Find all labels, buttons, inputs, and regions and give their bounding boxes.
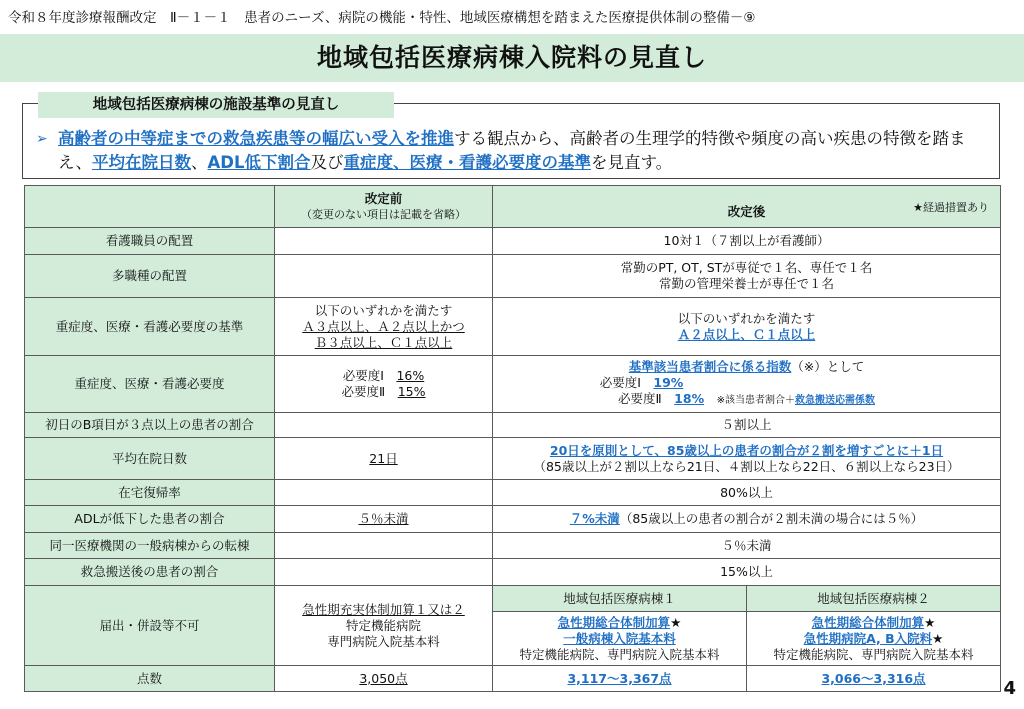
header-breadcrumb: 令和８年度診療報酬改定 Ⅱ－１－１ 患者のニーズ、病院の機能・特性、地域医療構想を踏まえた医療提供体制の整備－⑨ [8,10,756,26]
ward2-cell [747,612,1001,666]
multi-after-line: 常勤の管理栄養士が専任で１名 [659,276,835,291]
points-ward2: 3,066～3,316点 [747,666,1001,692]
row-label: 初日のB項目が３点以上の患者の割合 [25,413,275,438]
summary-part-8: を見直す。 [590,153,673,172]
summary-part-6: 及び [310,153,344,172]
summary-em-5: ADL低下割合 [207,153,311,172]
crit-before-line: Ａ３点以上、Ａ２点以上かつ [302,318,465,334]
need-value: 19% [653,375,684,390]
before-cell [275,413,493,438]
row-label: 多職種の配置 [25,255,275,298]
row-label: ADLが低下した患者の割合 [25,506,275,533]
after-header-title: 改定後 [727,204,766,219]
need-after-em: 基準該当患者割合に係る指数 [628,359,792,374]
row-label: 点数 [25,666,275,692]
need-before-line [278,368,489,384]
after-cell: 15%以上 [493,559,1001,586]
need-value: 18% [674,391,705,406]
points-ward1: 3,117～3,367点 [493,666,747,692]
need-after-line [496,391,997,409]
multi-after-line: 常勤のPT, OT, STが専従で１名、専任で１名 [620,260,873,275]
summary-text [36,127,996,175]
summary-em-1: 高齢者の中等症までの救急疾患等の幅広い受入を推進 [58,129,454,148]
after-cell: 80%以上 [493,480,1001,506]
table-row [25,666,1001,692]
ward1-line [496,615,743,631]
ward2-em: 急性期総合体制加算 [811,614,925,630]
before-cell [275,559,493,586]
page-number: 4 [1003,678,1016,699]
ward1-line: 特定機能病院、専門病院入院基本料 [519,646,720,662]
star-icon: ★ [670,614,682,630]
crit-before-line: 以下のいずれかを満たす [314,302,453,318]
row-label: 同一医療機関の一般病棟からの転棟 [25,533,275,559]
table-row [25,298,1001,356]
need-note-em: 救急搬送応需係数 [795,395,875,406]
need-value: 16% [396,368,425,383]
before-cell [275,255,493,298]
table-row [25,413,1001,438]
summary-em-3: 平均在院日数 [92,153,191,172]
after-cell: ５％未満 [493,533,1001,559]
table-row [25,506,1001,533]
table-row [25,356,1001,413]
after-cell [493,438,1001,480]
need-after-suffix: （※）として [791,359,865,374]
need-label: 必要度Ⅱ [341,384,386,399]
section-label: 地域包括医療病棟の施設基準の見直し [38,92,394,118]
transitional-note: ★経過措置あり [913,201,990,214]
need-before-line [278,384,489,400]
table-row [25,559,1001,586]
need-label: 必要度Ⅰ [599,375,641,390]
before-cell [275,586,493,666]
after-cell [493,356,1001,413]
summary-part-2: する観点から、高齢者の生理学的特徴や頻度の高い疾患の特徴を踏まえ、 [58,129,966,172]
summary-em-7: 重症度、医療・看護必要度の基準 [343,153,591,172]
stay-after-line: （85歳以上が２割以上なら21日、４割以上なら22日、６割以上なら23日） [533,458,960,474]
arrow-right-icon: ➢ [36,131,48,147]
row-label: 平均在院日数 [25,438,275,480]
notif-before-line: 急性期充実体制加算１又は２ [302,601,465,617]
need-label: 必要度Ⅱ [618,391,662,406]
before-header-sub: （変更のない項目は記載を省略） [301,207,466,221]
summary-bullet [36,127,996,175]
before-header [275,186,493,228]
before-cell [275,533,493,559]
ward1-em: 一般病棟入院基本料 [563,630,676,646]
need-after-head [496,359,997,375]
table-row [25,228,1001,255]
table-row [25,533,1001,559]
stay-after-line: 20日を原則として、85歳以上の患者の割合が２割を増すごとに＋1日 [549,442,944,458]
before-cell: 3,050点 [275,666,493,692]
table-row [25,186,1001,228]
row-label: 救急搬送後の患者の割合 [25,559,275,586]
after-cell: ５割以上 [493,413,1001,438]
before-cell [275,298,493,356]
star-icon: ★ [924,614,936,630]
need-after-line [496,375,997,391]
row-label: 在宅復帰率 [25,480,275,506]
criteria-table [24,185,1001,692]
table-row [25,255,1001,298]
after-cell: 10対１（７割以上が看護師） [493,228,1001,255]
before-cell [275,228,493,255]
summary-part-4: 、 [191,153,208,172]
after-cell [493,255,1001,298]
adl-after-em: ７%未満 [569,511,620,526]
need-label: 必要度Ⅰ [342,368,384,383]
ward2-line: 特定機能病院、専門病院入院基本料 [773,646,974,662]
ward1-em: 急性期総合体制加算 [557,614,671,630]
ward1-header: 地域包括医療病棟１ [493,586,747,612]
notif-before-line: 特定機能病院 [345,617,421,633]
row-label: 看護職員の配置 [25,228,275,255]
star-icon: ★ [932,630,944,646]
adl-after-rest: （85歳以上の患者の割合が２割未満の場合には５％） [619,511,924,526]
row-label: 届出・併設等不可 [25,586,275,666]
after-header [493,186,1001,228]
crit-before-line: Ｂ３点以上、Ｃ１点以上 [314,334,453,350]
ward1-cell [493,612,747,666]
need-note [717,395,875,406]
need-value: 15% [397,384,426,399]
table-row [25,586,1001,612]
before-cell [275,356,493,413]
before-header-title: 改定前 [364,190,403,206]
corner-cell [25,186,275,228]
ward2-header: 地域包括医療病棟２ [747,586,1001,612]
crit-after-line: Ａ２点以上、Ｃ１点以上 [677,326,816,342]
crit-after-line: 以下のいずれかを満たす [677,310,816,326]
need-note-prefix: ※該当患者割合＋ [716,395,795,406]
row-label: 重症度、医療・看護必要度 [25,356,275,413]
title-bar [0,34,1024,82]
before-cell: 21日 [275,438,493,480]
ward2-em: 急性期病院A, B入院料 [803,630,933,646]
ward2-line [750,615,997,631]
ward2-line [750,631,997,647]
after-cell [493,298,1001,356]
table-row [25,480,1001,506]
after-cell [493,506,1001,533]
before-cell: ５％未満 [275,506,493,533]
page-title: 地域包括医療病棟入院料の見直し [316,43,707,72]
before-cell [275,480,493,506]
notif-before-line: 専門病院入院基本料 [327,633,440,649]
row-label: 重症度、医療・看護必要度の基準 [25,298,275,356]
table-row [25,438,1001,480]
